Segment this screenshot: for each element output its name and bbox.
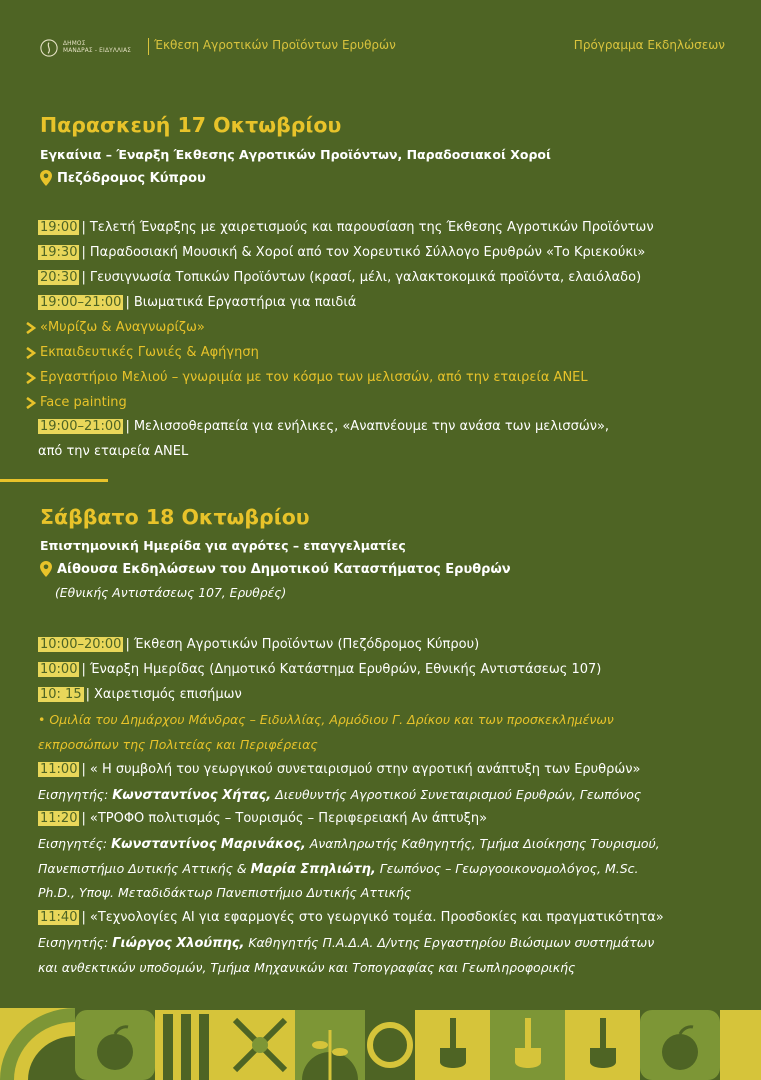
- chevron-right-icon: [26, 397, 36, 409]
- speaker-name: Κωνσταντίνος Μαρινάκος,: [111, 837, 306, 852]
- time-badge: 10:00: [40, 662, 78, 677]
- municipality-seal-icon: [40, 39, 58, 57]
- day1-title: Παρασκευή 17 Οκτωβρίου: [40, 113, 342, 137]
- time-badge: 19:00: [40, 220, 78, 235]
- schedule-item: 19:00 | Τελετή Έναρξης με χαιρετισμούς και παρουσίαση της Έκθεσης Αγροτικών Προϊόντων: [40, 220, 654, 235]
- talk-item: 11:00 | « Η συμβολή του γεωργικού συνεταιρισμού στην αγροτική ανάπτυξη των Ερυθρών»: [40, 762, 641, 777]
- workshop-item: [26, 393, 127, 413]
- chevron-right-icon: [26, 322, 36, 334]
- time-badge: 19:00–21:00: [40, 295, 122, 310]
- schedule-item: 10:00–20:00 | Έκθεση Αγροτικών Προϊόντων (Πεζόδρομος Κύπρου): [40, 637, 480, 652]
- workshop-text: Εργαστήριο Μελιού – γνωριμία με τον κόσμο των μελισσών, από την εταιρεία ANEL: [40, 370, 588, 385]
- shovel-icon: [490, 1010, 565, 1080]
- chevron-right-icon: [26, 372, 36, 384]
- section-separator: [0, 479, 108, 482]
- shovel-icon: [565, 1010, 640, 1080]
- time-badge: 10:00–20:00: [40, 637, 122, 652]
- header-divider: [148, 38, 149, 55]
- logo-line-1: ΔΗΜΟΣ: [63, 41, 86, 47]
- workshop-item: [26, 368, 588, 388]
- day2-location-text: Αίθουσα Εκδηλώσεων του Δημοτικού Καταστήματος Ερυθρών: [57, 561, 511, 577]
- talk-speaker-line2: και ανθεκτικών υποδομών, Τμήμα Μηχανικών και Τοπογραφίας και Γεωπληροφορικής: [38, 960, 576, 975]
- speaker-role: Αναπληρωτής Καθηγητής, Τμήμα Διοίκησης Τουρισμού,: [305, 836, 660, 851]
- logo-line-2: ΜΑΝΔΡΑΣ - ΕΙΔΥΛΛΙΑΣ: [63, 48, 132, 54]
- edge-tile: [720, 1010, 761, 1080]
- day1-subtitle: Εγκαίνια – Έναρξη Έκθεσης Αγροτικών Προϊόντων, Παραδοσιακοί Χοροί: [40, 147, 551, 162]
- workshop-text: Εκπαιδευτικές Γωνιές & Αφήγηση: [40, 345, 259, 360]
- speaker-prefix: Εισηγητής:: [38, 935, 113, 950]
- day2-title: Σάββατο 18 Οκτωβρίου: [40, 505, 310, 529]
- talk-item: 11:40 | «Τεχνολογίες AI για εφαρμογές στο γεωργικό τομέα. Προσδοκίες και πραγματικότητα»: [40, 910, 664, 925]
- header: [0, 0, 761, 95]
- chevron-right-icon: [26, 347, 36, 359]
- day2-subtitle: Επιστημονική Ημερίδα για αγρότες – επαγγελματίες: [40, 538, 406, 553]
- talk-speaker-line3: Ph.D., Υποψ. Μεταδιδάκτωρ Πανεπιστήμιο Δυτικής Αττικής: [38, 885, 412, 900]
- time-badge: 20:30: [40, 270, 78, 285]
- schedule-text-continued: από την εταιρεία ANEL: [38, 444, 189, 459]
- speaker-role: Διευθυντής Αγροτικού Συνεταιρισμού Ερυθρών, Γεωπόνος: [271, 787, 642, 802]
- schedule-item: 19:30 | Παραδοσιακή Μουσική & Χοροί από τον Χορευτικό Σύλλογο Ερυθρών «Το Κριεκούκι»: [40, 245, 646, 260]
- day1-location: [40, 170, 206, 186]
- apple-icon: [640, 1010, 720, 1080]
- speaker-affiliation: Πανεπιστήμιο Δυτικής Αττικής &: [38, 861, 251, 876]
- speaker-prefix: Εισηγητής:: [38, 787, 113, 802]
- time-badge: 11:40: [40, 910, 78, 925]
- schedule-item: 19:00–21:00 | Μελισσοθεραπεία για ενήλικες, «Αναπνέουμε την ανάσα των μελισσών»,: [40, 419, 610, 434]
- day1-location-text: Πεζόδρομος Κύπρου: [57, 170, 206, 186]
- schedule-text: Έκθεση Αγροτικών Προϊόντων (Πεζόδρομος Κύπρου): [133, 637, 480, 652]
- day2-address: (Εθνικής Αντιστάσεως 107, Ερυθρές): [55, 586, 287, 600]
- talk-speaker: [38, 785, 641, 805]
- workshop-text: «Μυρίζω & Αναγνωρίζω»: [40, 320, 205, 335]
- schedule-text: Έναρξη Ημερίδας (Δημοτικό Κατάστημα Ερυθρών, Εθνικής Αντιστάσεως 107): [89, 662, 602, 677]
- talk-title: « Η συμβολή του γεωργικού συνεταιρισμού στην αγροτική ανάπτυξη των Ερυθρών»: [89, 762, 641, 777]
- location-pin-icon: [40, 561, 52, 577]
- logo-text: [63, 41, 131, 55]
- time-badge: 10: 15: [40, 687, 82, 702]
- schedule-item: 19:00–21:00 | Βιωματικά Εργαστήρια για παιδιά: [40, 295, 357, 310]
- schedule-item: 10:00 | Έναρξη Ημερίδας (Δημοτικό Κατάστημα Ερυθρών, Εθνικής Αντιστάσεως 107): [40, 662, 602, 677]
- greeting-line-1: • Ομιλία του Δημάρχου Μάνδρας – Ειδυλλίας, Αρμόδιου Γ. Δρίκου και των προσκεκλημένων: [38, 712, 614, 727]
- talk-speaker: [38, 834, 660, 854]
- workshop-text: Face painting: [40, 395, 127, 410]
- time-badge: 19:00–21:00: [40, 419, 122, 434]
- speaker-role: Καθηγητής Π.Α.Δ.Α. Δ/ντης Εργαστηρίου Βιώσιμων συστημάτων: [244, 935, 655, 950]
- schedule-text: Τελετή Έναρξης με χαιρετισμούς και παρουσίαση της Έκθεσης Αγροτικών Προϊόντων: [89, 220, 654, 235]
- workshop-item: [26, 343, 259, 363]
- speaker-prefix: Εισηγητές:: [38, 836, 112, 851]
- schedule-text: Παραδοσιακή Μουσική & Χοροί από τον Χορευτικό Σύλλογο Ερυθρών «Το Κριεκούκι»: [89, 245, 646, 260]
- shovel-icon: [415, 1010, 490, 1080]
- schedule-item: 10: 15 | Χαιρετισμός επισήμων: [40, 687, 242, 702]
- stripe-pattern: [155, 1010, 225, 1080]
- schedule-text: Γευσιγνωσία Τοπικών Προϊόντων (κρασί, μέλι, γαλακτοκομικά προϊόντα, ελαιόλαδο): [89, 270, 642, 285]
- schedule-text: Μελισσοθεραπεία για ενήλικες, «Αναπνέουμε την ανάσα των μελισσών»,: [133, 419, 610, 434]
- schedule-text: Χαιρετισμός επισήμων: [94, 687, 242, 702]
- talk-title: «ΤΡΟΦΟ πολιτισμός – Τουρισμός – Περιφερειακή Αν άπτυξη»: [89, 811, 488, 826]
- greeting-line-2: εκπροσώπων της Πολιτείας και Περιφέρειας: [38, 737, 318, 752]
- arc-pattern: [0, 1008, 75, 1080]
- ring-pattern: [365, 1010, 415, 1080]
- talk-speaker-line2: [38, 859, 639, 879]
- talk-speaker: [38, 933, 654, 953]
- decorative-footer-band: [0, 1000, 761, 1080]
- talk-title: «Τεχνολογίες AI για εφαρμογές στο γεωργικό τομέα. Προσδοκίες και πραγματικότητα»: [89, 910, 664, 925]
- speaker-name: Μαρία Σπηλιώτη,: [250, 862, 376, 877]
- time-badge: 19:30: [40, 245, 78, 260]
- talk-item: 11:20 | «ΤΡΟΦΟ πολιτισμός – Τουρισμός – Περιφερειακή Αν άπτυξη»: [40, 811, 488, 826]
- speaker-name: Κωνσταντίνος Χήτας,: [112, 788, 272, 803]
- location-pin-icon: [40, 170, 52, 186]
- schedule-text: Βιωματικά Εργαστήρια για παιδιά: [133, 295, 357, 310]
- program-label: Πρόγραμμα Εκδηλώσεων: [573, 38, 725, 52]
- municipality-logo: [40, 36, 150, 60]
- day2-location: [40, 561, 511, 577]
- apple-icon: [75, 1010, 155, 1080]
- windmill-icon: [225, 1010, 295, 1080]
- time-badge: 11:00: [40, 762, 78, 777]
- time-badge: 11:20: [40, 811, 78, 826]
- event-title: Έκθεση Αγροτικών Προϊόντων Ερυθρών: [154, 38, 396, 52]
- speaker-name: Γιώργος Χλούπης,: [112, 936, 245, 951]
- speaker-role: Γεωπόνος – Γεωργοοικονομολόγος, M.Sc.: [375, 861, 639, 876]
- workshop-item: [26, 318, 205, 338]
- schedule-item: 20:30 | Γευσιγνωσία Τοπικών Προϊόντων (κρασί, μέλι, γαλακτοκομικά προϊόντα, ελαιόλαδο): [40, 270, 642, 285]
